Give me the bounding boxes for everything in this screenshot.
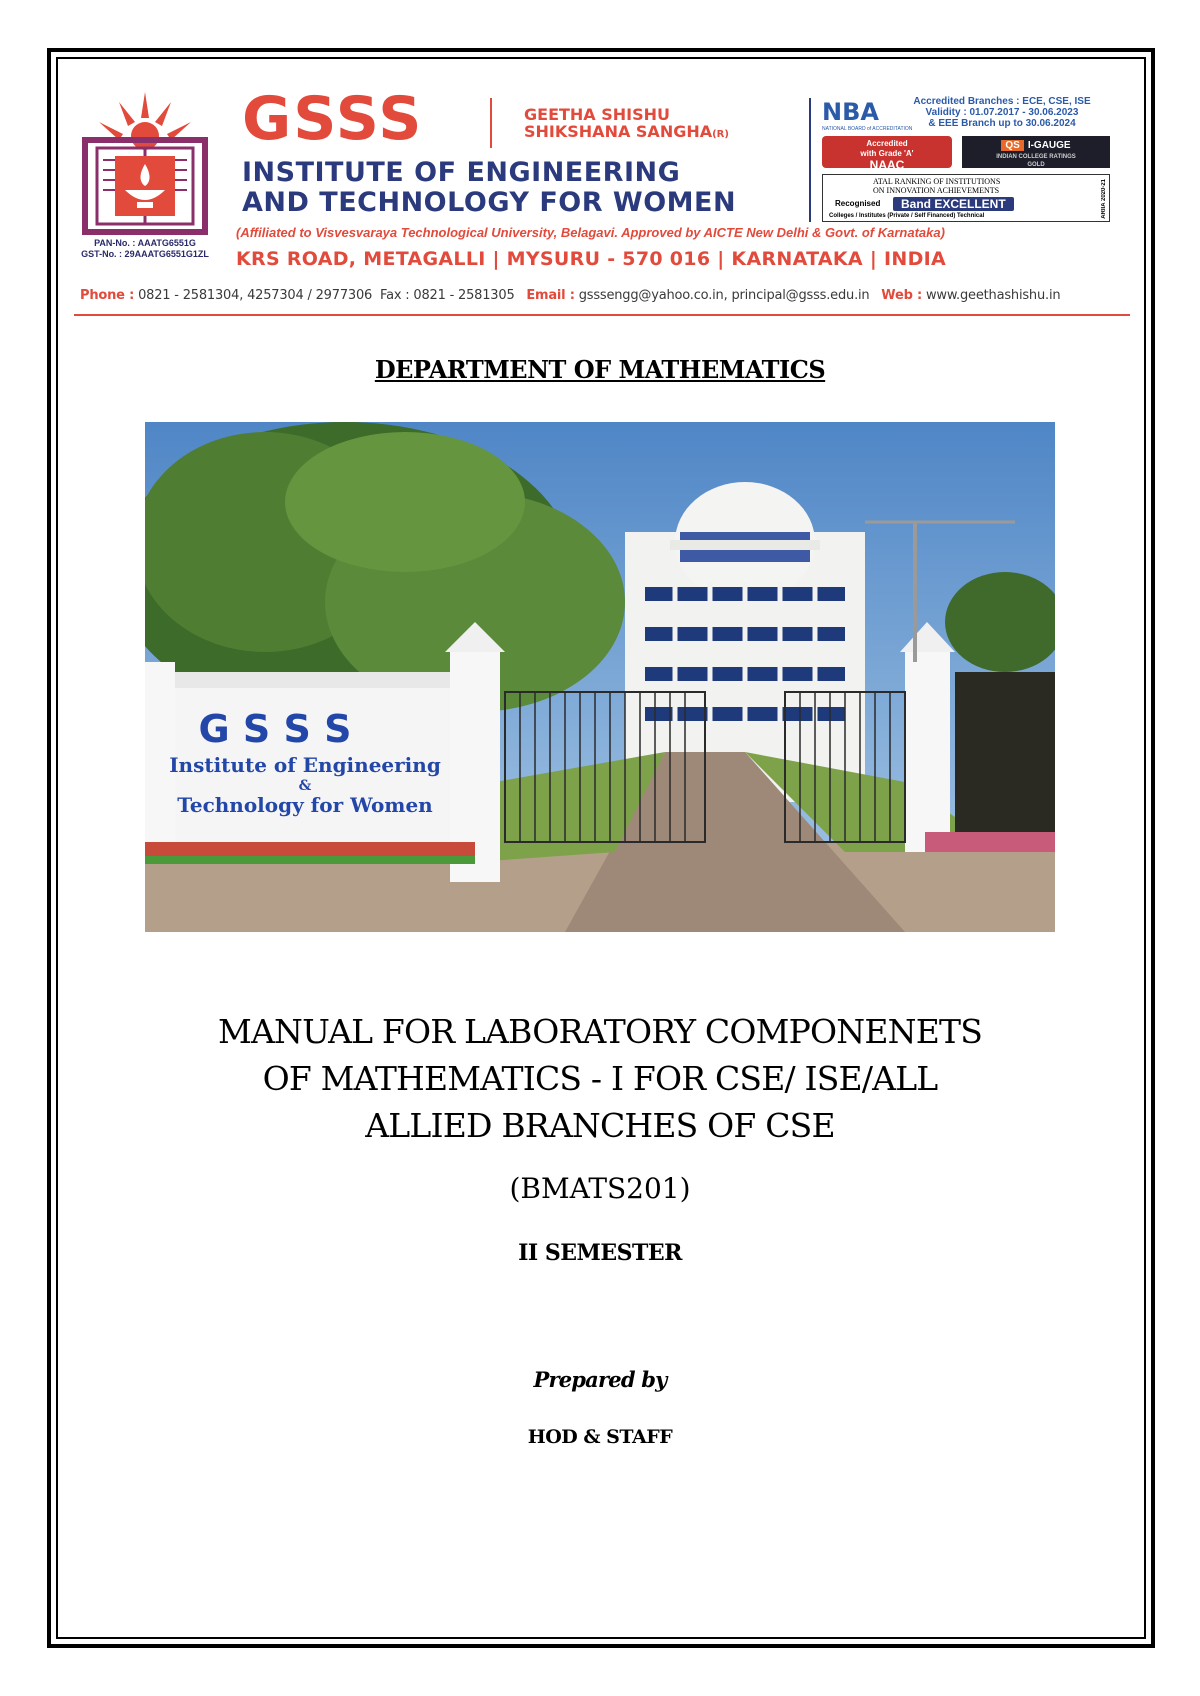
igauge-name: I-GAUGE [1027, 140, 1071, 151]
sign-text-3: & [298, 778, 312, 794]
nba-logo: NBA [822, 98, 879, 126]
institute-line-2: AND TECHNOLOGY FOR WOMEN [242, 187, 737, 218]
naac-line-3: NAAC [869, 158, 905, 172]
contact-line [80, 288, 1130, 303]
naac-line-2: with Grade 'A' [860, 149, 914, 158]
fax-number: Fax : 0821 - 2581305 [379, 288, 515, 303]
letterhead-divider [809, 98, 811, 222]
ariia-category: Colleges / Institutes (Private / Self Financed) Technical [829, 213, 985, 219]
ariia-band: Band EXCELLENT [893, 197, 1014, 211]
semester: II SEMESTER [518, 1240, 682, 1266]
manual-title-line-3: ALLIED BRANCHES OF CSE [365, 1106, 835, 1145]
nba-line-1: Accredited Branches : ECE, CSE, ISE [913, 96, 1091, 107]
pan-gst-numbers [70, 238, 220, 260]
igauge-sub-1: INDIAN COLLEGE RATINGS [996, 154, 1076, 160]
sign-text-2: Institute of Engineering [169, 753, 441, 777]
igauge-badge [962, 136, 1110, 168]
igauge-tag: QS [1001, 140, 1023, 151]
prepared-by-label: Prepared by [533, 1367, 667, 1392]
naac-line-1: Accredited [866, 139, 908, 148]
authors: HOD & STAFF [527, 1426, 673, 1448]
brand-separator [490, 98, 492, 148]
web-label: Web : [881, 288, 923, 303]
department-title: DEPARTMENT OF MATHEMATICS [374, 355, 826, 384]
ariia-title [873, 177, 1000, 195]
campus-photo [145, 422, 1055, 932]
trust-line-2-text: SHIKSHANA SANGHA [524, 122, 713, 141]
ariia-line-1: ATAL RANKING OF INSTITUTIONS [873, 177, 1001, 186]
manual-title-line-1: MANUAL FOR LABORATORY COMPONENETS [217, 1012, 983, 1051]
email-addresses: gsssengg@yahoo.co.in, principal@gsss.edu.in [578, 288, 870, 303]
trust-line-2 [524, 123, 729, 143]
ariia-year: ARIIA 2020-21 [1101, 179, 1107, 219]
course-code: (BMATS201) [509, 1172, 691, 1205]
address: KRS ROAD, METAGALLI | MYSURU - 570 016 | KARNATAKA | INDIA [236, 248, 947, 270]
manual-title-line-2: OF MATHEMATICS - I FOR CSE/ ISE/ALL [262, 1059, 938, 1098]
sign-text-1: G S S S [198, 707, 352, 751]
website: www.geethashishu.in [925, 288, 1061, 303]
ariia-badge [822, 174, 1110, 222]
nba-accreditation-text [892, 96, 1112, 129]
brand-name: GSSS [242, 84, 424, 154]
ariia-line-2: ON INNOVATION ACHIEVEMENTS [873, 186, 1000, 195]
pan-number: PAN-No. : AAATG6551G [94, 238, 196, 248]
contact-rule [74, 314, 1130, 316]
affiliation: (Affiliated to Visvesvaraya Technological University, Belagavi. Approved by AICTE New Delhi & Govt. of Karnataka) [236, 225, 945, 240]
ariia-recognised: Recognised [835, 199, 881, 208]
email-label: Email : [526, 288, 575, 303]
accreditation-badges [822, 96, 1112, 226]
trust-name [524, 106, 729, 143]
nba-subtitle: NATIONAL BOARD of ACCREDITATION [822, 126, 913, 132]
gst-number: GST-No. : 29AAATG6551G1ZL [81, 249, 209, 259]
institute-line-1: INSTITUTE OF ENGINEERING [242, 157, 681, 188]
igauge-title [962, 139, 1110, 153]
nba-line-2: Validity : 01.07.2017 - 30.06.2023 [925, 107, 1079, 118]
institute-name [242, 158, 736, 218]
nba-line-3: & EEE Branch up to 30.06.2024 [928, 118, 1076, 129]
trust-line-1: GEETHA SHISHU [524, 105, 671, 124]
college-emblem-icon [75, 90, 215, 240]
trust-suffix: (R) [712, 129, 729, 140]
igauge-sub-2: GOLD [1027, 162, 1045, 168]
phone-label: Phone : [80, 288, 135, 303]
phone-numbers: 0821 - 2581304, 4257304 / 2977306 [138, 288, 373, 303]
manual-title [100, 1008, 1100, 1149]
naac-badge [822, 136, 952, 172]
sign-text-4: Technology for Women [177, 793, 433, 817]
